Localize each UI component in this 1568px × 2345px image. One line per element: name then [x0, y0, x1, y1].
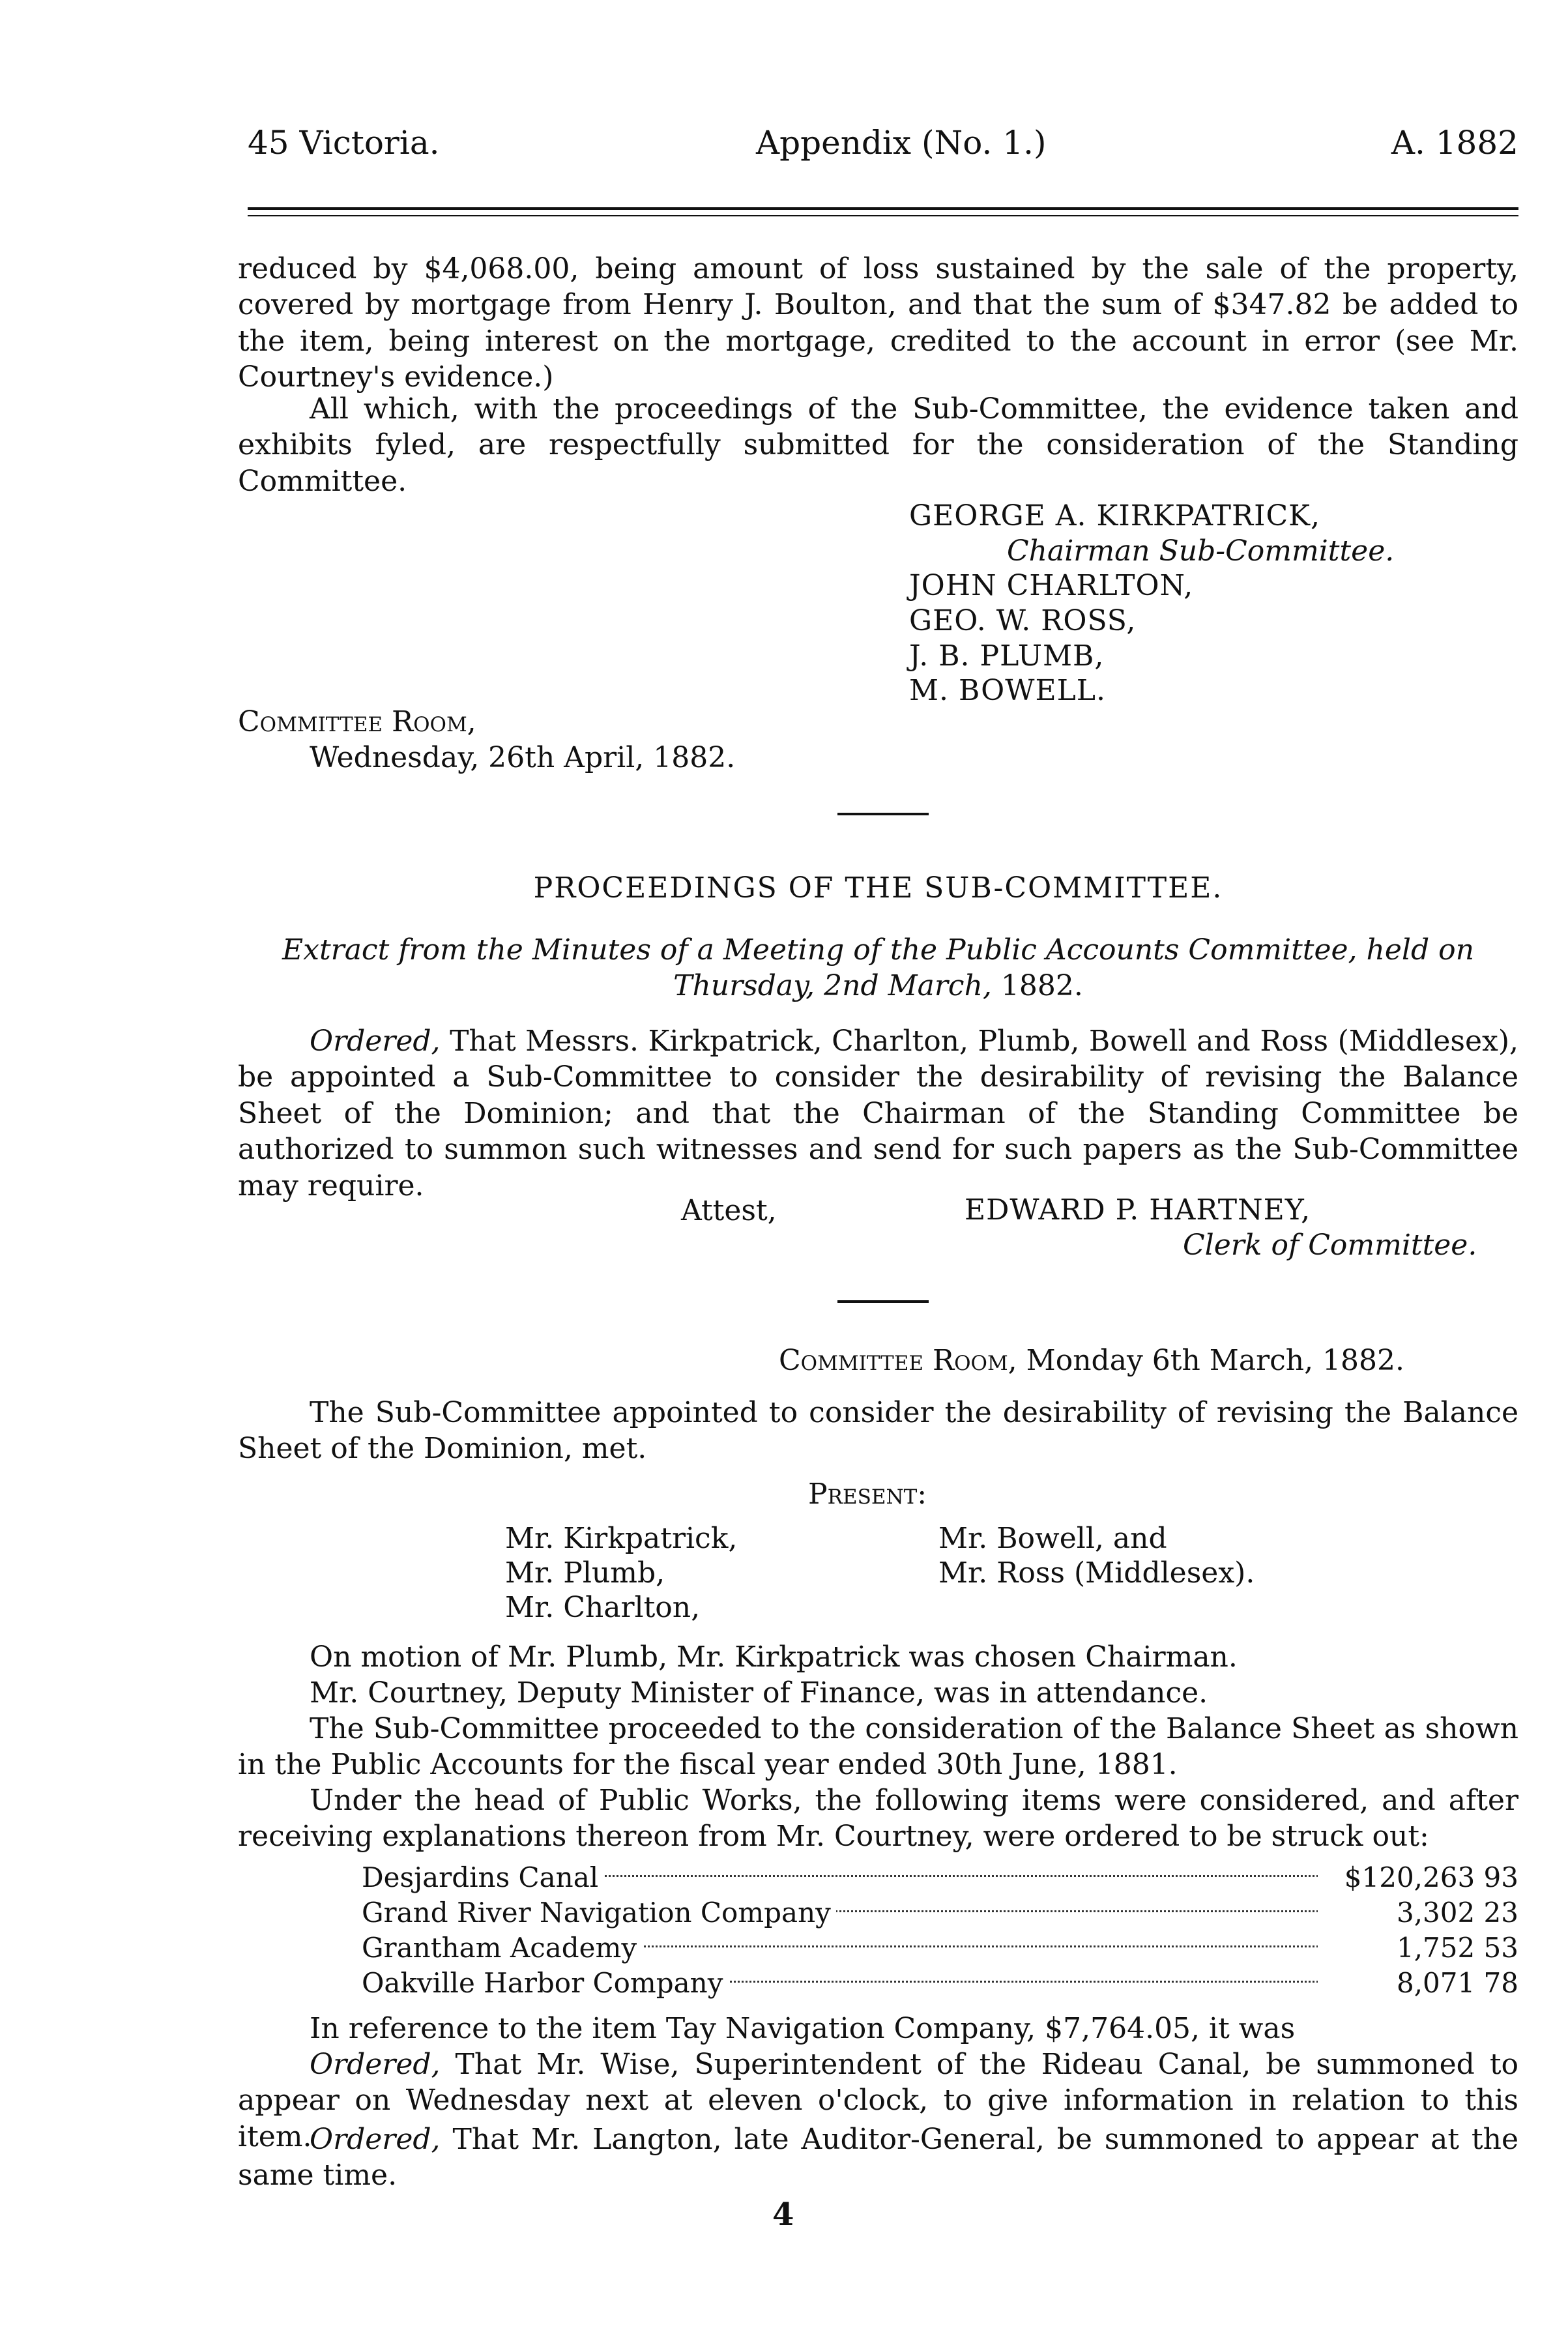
extract-date: Thursday, 2nd March,: [673, 969, 992, 1002]
signatory-name: JOHN CHARLTON,: [909, 569, 1194, 603]
header-rule-bottom: [248, 215, 1518, 216]
ordered-langton-paragraph: [238, 2121, 1518, 2194]
header-rule-top: [248, 207, 1518, 210]
item-amount: 3,302 23: [1318, 1896, 1518, 1930]
clerk-title: Clerk of Committee.: [1183, 1228, 1477, 1262]
list-item: [362, 1861, 1518, 1896]
list-item: [362, 1966, 1518, 2002]
list-item: [362, 1896, 1518, 1931]
header-session: 45 Victoria.: [248, 124, 440, 162]
signatory-name: J. B. PLUMB,: [909, 639, 1105, 673]
ordered-appointment-paragraph: [238, 1023, 1518, 1204]
committee-room-location: [238, 704, 735, 776]
meeting-date: Monday 6th March, 1882.: [1026, 1344, 1405, 1377]
item-amount: 1,752 53: [1318, 1931, 1518, 1966]
consideration-paragraph: The Sub-Committee proceeded to the consideration of the Balance Sheet as shown in the Public Accounts for the fiscal year ended 30th June, 1881.: [238, 1712, 1518, 1782]
extract-year: 1882.: [1000, 969, 1083, 1002]
signatory-name: GEO. W. ROSS,: [909, 604, 1137, 638]
present-members-right: [938, 1522, 1255, 1591]
item-amount: 8,071 78: [1318, 1966, 1518, 2001]
signatories-block: [909, 499, 1515, 708]
member-name: Mr. Plumb,: [505, 1556, 665, 1590]
ordered-text: That Mr. Wise, Superintendent of the Rideau Canal, be summoned to appear on Wednesday next at eleven o'clock, to give information in relation to this item.: [238, 2048, 1518, 2153]
intro-paragraph: reduced by $4,068.00, being amount of loss sustained by the sale of the property, covered by mortgage from Henry J. Boulton, and that the sum of $347.82 be added to the item, being interest on the mortgage, credited to the account in error (see Mr. Courtney's evidence.): [238, 252, 1518, 394]
attendance-note: Mr. Courtney, Deputy Minister of Finance, was in attendance.: [310, 1676, 1208, 1710]
extract-line-1: Extract from the Minutes of a Meeting of the Public Accounts Committee, held on: [282, 933, 1474, 967]
ordered-label: Ordered,: [310, 2048, 441, 2081]
committee-room-label: Committee Room,: [238, 705, 476, 738]
section-divider: [837, 813, 929, 815]
section-divider: [837, 1300, 929, 1303]
tay-navigation-paragraph: In reference to the item Tay Navigation Company, $7,764.05, it was: [310, 2012, 1296, 2045]
chairman-name: GEORGE A. KIRKPATRICK,: [909, 499, 1321, 532]
meeting-room-label: Committee Room,: [779, 1344, 1017, 1377]
public-works-paragraph: Under the head of Public Works, the following items were considered, and after receiving explanations thereon from Mr. Courtney, were ordered to be struck out:: [238, 1784, 1518, 1854]
ordered-text: That Mr. Langton, late Auditor-General, be summoned to appear at the same time.: [238, 2123, 1518, 2192]
ordered-text: That Messrs. Kirkpatrick, Charlton, Plumb, Bowell and Ross (Middlesex), be appointed a Sub-Committee to consider the desirability of revising the Balance Sheet of the Dominion; and that the Chairman of the Standing Committee be authorized to summon such witnesses and send for such papers as the Sub-Committee may require.: [238, 1025, 1518, 1202]
present-label: Present:: [808, 1478, 927, 1511]
report-date: Wednesday, 26th April, 1882.: [310, 741, 736, 774]
present-members-left: [505, 1522, 737, 1625]
member-name: Mr. Charlton,: [505, 1590, 701, 1624]
ordered-label: Ordered,: [310, 1025, 441, 1058]
list-item: [362, 1931, 1518, 1966]
ordered-label: Ordered,: [310, 2123, 441, 2156]
member-name: Mr. Ross (Middlesex).: [938, 1556, 1255, 1590]
member-name: Mr. Kirkpatrick,: [505, 1522, 738, 1555]
clerk-name: EDWARD P. HARTNEY,: [965, 1193, 1311, 1227]
submission-paragraph: All which, with the proceedings of the Sub-Committee, the evidence taken and exhibits fyled, are respectfully submitted for the consideration of the Standing Committee.: [238, 392, 1518, 498]
proceedings-heading: PROCEEDINGS OF THE SUB-COMMITTEE.: [533, 871, 1223, 905]
item-amount: $120,263 93: [1318, 1861, 1518, 1895]
meeting-opening: The Sub-Committee appointed to consider the desirability of revising the Balance Sheet of the Dominion, met.: [238, 1396, 1518, 1466]
item-name: Grand River Navigation Company: [362, 1896, 836, 1930]
header-year: A. 1882: [1391, 124, 1518, 162]
motion-chairman: On motion of Mr. Plumb, Mr. Kirkpatrick was chosen Chairman.: [310, 1640, 1238, 1674]
chairman-title: Chairman Sub-Committee.: [1007, 534, 1395, 568]
extract-line-2: [238, 968, 1518, 1004]
item-name: Oakville Harbor Company: [362, 1966, 728, 2001]
struck-items-list: [362, 1861, 1518, 2002]
page-number: 4: [772, 2196, 794, 2233]
meeting-location: [779, 1343, 1404, 1378]
item-name: Desjardins Canal: [362, 1861, 603, 1895]
item-name: Grantham Academy: [362, 1931, 642, 1966]
header-appendix: Appendix (No. 1.): [756, 124, 1047, 162]
signatory-name: M. BOWELL.: [909, 674, 1107, 708]
page-header: [248, 124, 1518, 176]
attest-label: Attest,: [681, 1194, 777, 1227]
member-name: Mr. Bowell, and: [938, 1522, 1167, 1555]
clerk-block: [965, 1193, 1568, 1262]
